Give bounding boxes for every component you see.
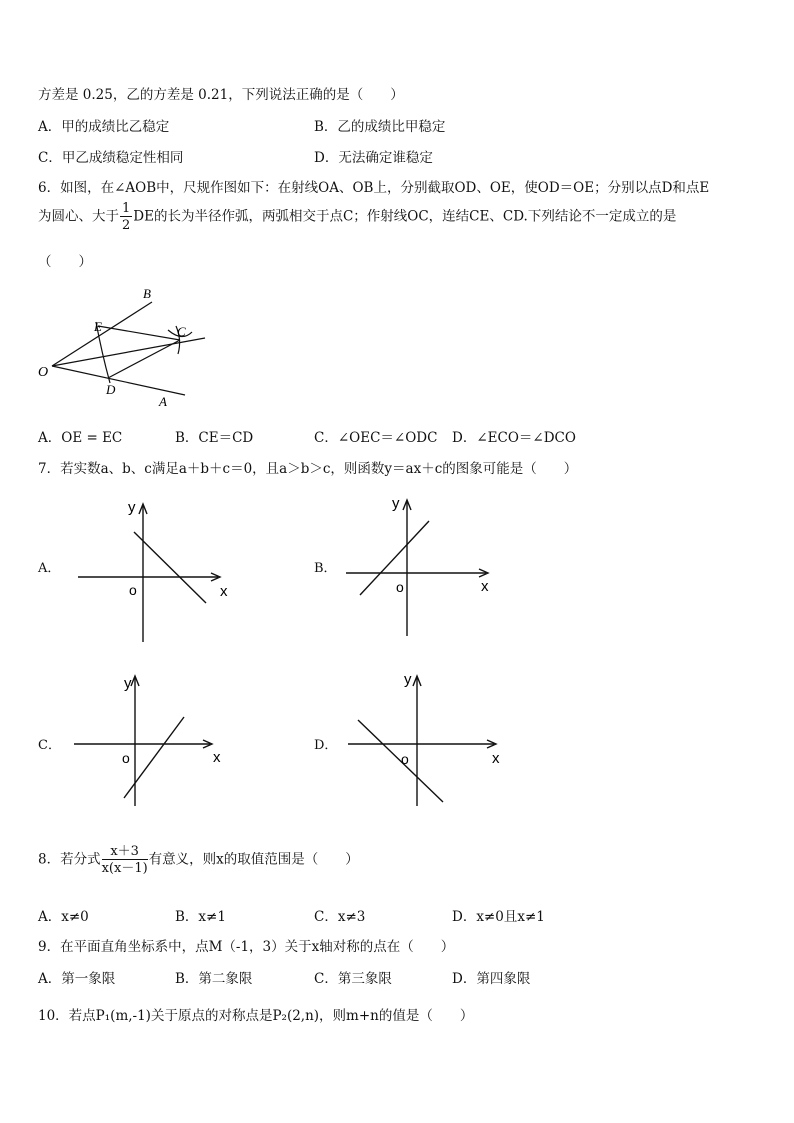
q5-option-a: A．甲的成绩比乙稳定 xyxy=(38,119,170,135)
q8-option-a: A．x≠0 xyxy=(38,909,89,925)
segment-dc xyxy=(108,340,180,378)
q6-option-d: D．∠ECO＝∠DCO xyxy=(452,430,576,446)
q10-text: 10．若点P₁(m,-1)关于原点的对称点是P₂(2,n)，则m+n的值是（ ） xyxy=(38,1008,474,1024)
q5-text: 方差是 0.25，乙的方差是 0.21，下列说法正确的是（ ） xyxy=(38,87,404,103)
label-d: D xyxy=(106,382,116,397)
x-label: x xyxy=(481,578,489,595)
label-c: C xyxy=(177,324,186,339)
q6-frac-num: 1 xyxy=(122,201,131,216)
q6-text-line1: 如图，在∠AOB中，尺规作图如下：在射线OA、OB上，分别截取OD、OE，使OD＝OE；分别以点D和点E xyxy=(60,180,710,196)
q5-option-d: D．无法确定谁稳定 xyxy=(314,150,433,166)
y-label: y xyxy=(128,499,136,516)
q6-line2 xyxy=(38,202,676,232)
origin-label: o xyxy=(396,579,404,595)
label-b: B xyxy=(143,286,151,301)
q6-option-c: C．∠OEC＝∠ODC xyxy=(314,430,438,446)
q8-frac-den: x(x－1) xyxy=(101,861,148,876)
q6-text-line2b: DE的长为半径作弧，两弧相交于点C；作射线OC，连结CE、CD.下列结论不一定成立的是 xyxy=(133,208,677,225)
q9-option-a: A．第一象限 xyxy=(38,971,116,987)
origin-label: o xyxy=(122,750,130,766)
q6-figure xyxy=(30,280,230,415)
y-label: y xyxy=(392,495,400,512)
function-line xyxy=(134,532,206,603)
q7-graph-a xyxy=(70,492,240,647)
x-label: x xyxy=(492,750,500,767)
q6-line1 xyxy=(38,176,709,196)
origin-label: o xyxy=(129,582,137,598)
q9-option-b: B．第二象限 xyxy=(175,971,253,987)
q7-option-d-letter: D． xyxy=(314,738,338,753)
q8-option-c: C．x≠3 xyxy=(314,909,366,925)
q6-answer-paren: （ ） xyxy=(38,254,92,270)
y-label: y xyxy=(124,675,132,692)
q7-text: 7．若实数a、b、c满足a＋b＋c＝0，且a＞b＞c，则函数y＝ax＋c的图象可能是（ ） xyxy=(38,461,578,477)
q7-option-a-letter: A． xyxy=(38,561,61,576)
q8-fraction xyxy=(102,845,148,875)
q8-option-d: D．x≠0且x≠1 xyxy=(452,909,545,925)
segment-ec xyxy=(98,326,180,340)
function-line xyxy=(360,521,429,595)
label-a: A xyxy=(159,394,167,409)
q5-option-c: C．甲乙成绩稳定性相同 xyxy=(38,150,184,166)
q5-option-b: B．乙的成绩比甲稳定 xyxy=(314,119,446,135)
q6-text-line2a: 为圆心、大于 xyxy=(38,208,119,225)
q7-graph-b xyxy=(340,488,510,643)
q8-option-b: B．x≠1 xyxy=(175,909,226,925)
x-label: x xyxy=(220,583,228,600)
x-label: x xyxy=(213,749,221,766)
q7-graph-d xyxy=(340,666,510,811)
q6-option-a: A．OE = EC xyxy=(38,430,123,446)
q8-prefix: 8．若分式 xyxy=(38,851,101,868)
q7-option-b-letter: B． xyxy=(314,561,337,576)
q6-frac-den: 2 xyxy=(122,218,131,233)
q9-option-c: C．第三象限 xyxy=(314,971,392,987)
q6-fraction xyxy=(120,202,132,232)
y-label: y xyxy=(404,671,412,688)
label-o: O xyxy=(38,365,49,380)
label-e: E xyxy=(94,319,102,334)
q8-line xyxy=(38,845,359,875)
q6-option-b: B．CE＝CD xyxy=(175,430,254,446)
q7-option-c-letter: C． xyxy=(38,738,61,753)
q6-number: 6． xyxy=(38,180,61,196)
ray-oa xyxy=(52,366,185,395)
origin-label: o xyxy=(401,751,409,767)
q7-graph-c xyxy=(68,666,238,811)
q9-text: 9．在平面直角坐标系中，点M（-1，3）关于x轴对称的点在（ ） xyxy=(38,939,455,955)
function-line xyxy=(124,717,184,798)
q8-suffix: 有意义，则x的取值范围是（ ） xyxy=(148,851,359,868)
q8-frac-num: x＋3 xyxy=(102,845,148,860)
q9-option-d: D．第四象限 xyxy=(452,971,531,987)
